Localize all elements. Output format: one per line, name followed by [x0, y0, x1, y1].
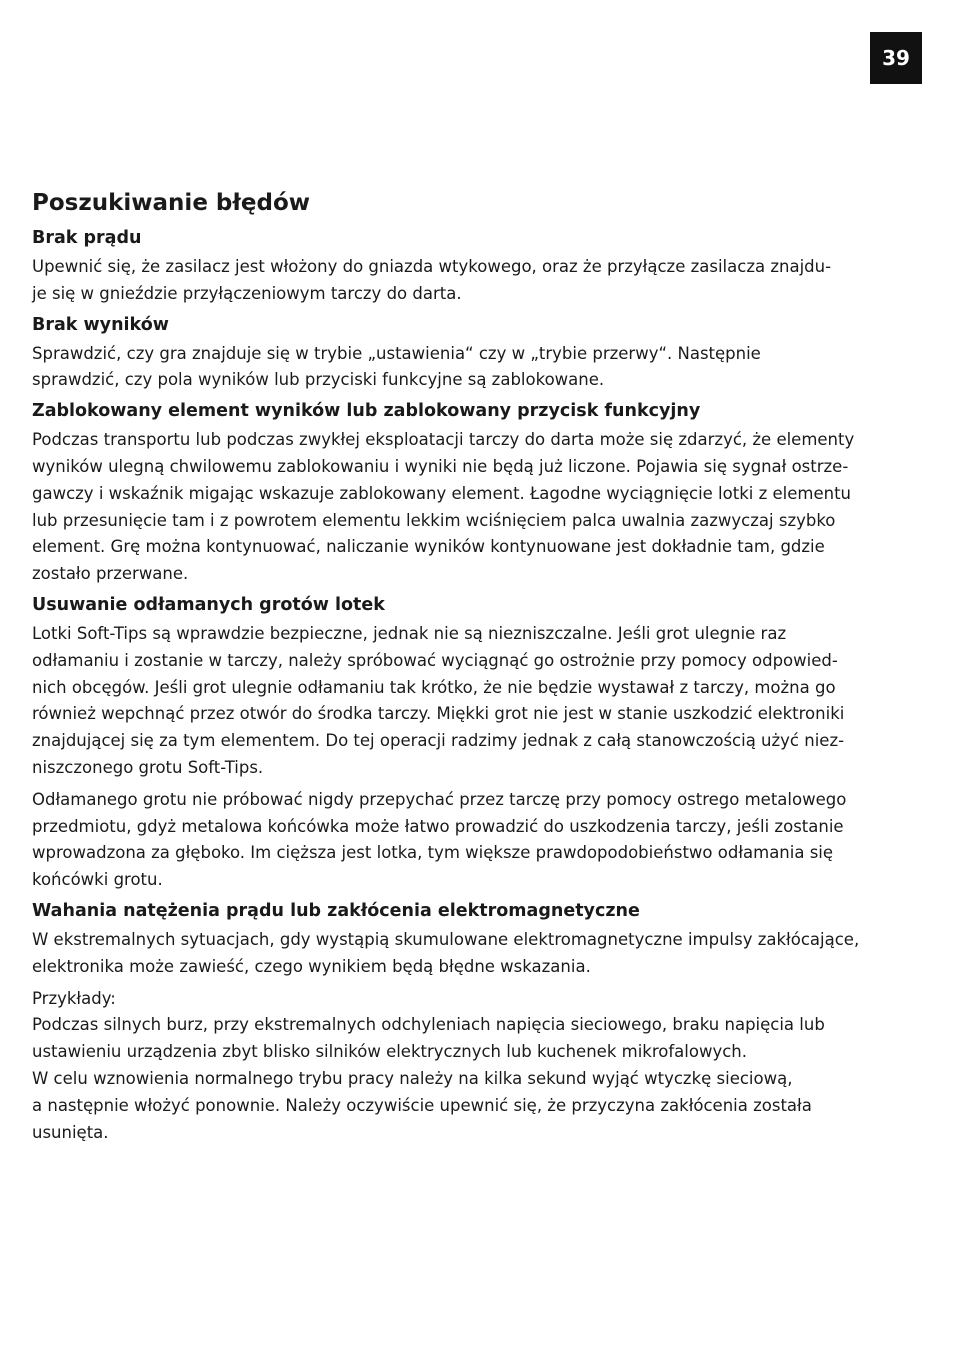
- section-paragraph: Lotki Soft-Tips są wprawdzie bezpieczne, jednak nie są niezniszczalne. Jeśli grot ulegnie raz odłamaniu i zostanie w tarczy, należy spróbować wyciągnąć go ostrożnie przy pomocy odpowied- nich obcęgów. Jeśli grot ulegnie odłamaniu tak krótko, że nie będzie wystawał z tarczy, można go również wepchnąć przez otwór do środka tarczy. Miękki grot nie jest w stanie uszkodzić elektroniki znajdującej się za tym elementem. Do tej operacji radzimy jednak z całą stanowczością użyć niez- niszczonego grotu Soft-Tips.: [32, 623, 845, 777]
- section-no-power: [32, 226, 924, 308]
- section-paragraph: W ekstremalnych sytuacjach, gdy wystąpią skumulowane elektromagnetyczne impulsy zakłócające, elektronika może zawieść, czego wynikiem będą błędne wskazania.: [32, 929, 860, 976]
- section-blocked-element: [32, 399, 924, 588]
- section-heading: Usuwanie odłamanych grotów lotek: [32, 594, 385, 615]
- section-heading: Brak prądu: [32, 228, 142, 248]
- section-paragraph: Przykłady: Podczas silnych burz, przy ekstremalnych odchyleniach napięcia sieciowego, braku napięcia lub ustawieniu urządzenia zbyt blisko silników elektrycznych lub kuchenek mikrofalowych. W celu wznowienia normalnego trybu pracy należy na kilka sekund wyjąć wtyczkę sieciową, a następnie włożyć ponownie. Należy oczywiście upewnić się, że przyczyna zakłócenia została usunięta.: [32, 988, 825, 1142]
- section-paragraph: Sprawdzić, czy gra znajduje się w trybie „ustawienia“ czy w „trybie przerwy“. Następnie sprawdzić, czy pola wyników lub przyciski funkcyjne są zablokowane.: [32, 343, 761, 390]
- section-heading: Zablokowany element wyników lub zablokowany przycisk funkcyjny: [32, 401, 701, 422]
- section-power-fluctuations: [32, 899, 924, 1146]
- section-heading: Wahania natężenia prądu lub zakłócenia elektromagnetyczne: [32, 900, 640, 921]
- page-title: Poszukiwanie błędów: [32, 190, 311, 216]
- section-paragraph: Odłamanego grotu nie próbować nigdy przepychać przez tarczę przy pomocy ostrego metalowego przedmiotu, gdyż metalowa końcówka może łatwo prowadzić do uszkodzenia tarczy, jeśli zostanie wprowadzona za głęboko. Im cięższa jest lotka, tym większe prawdopodobieństwo odłamania się końcówki grotu.: [32, 789, 847, 890]
- section-no-scores: [32, 313, 924, 395]
- section-paragraph: Upewnić się, że zasilacz jest włożony do gniazda wtykowego, oraz że przyłącze zasilacza znajdu- je się w gnieździe przyłączeniowym tarczy do darta.: [32, 257, 832, 303]
- section-heading: Brak wyników: [32, 314, 169, 335]
- section-paragraph: Podczas transportu lub podczas zwykłej eksploatacji tarczy do darta może się zdarzyć, że elementy wyników ulegną chwilowemu zablokowaniu i wyniki nie będą już liczone. Pojawia się sygnał ostrze- gawczy i wskaźnik migając wskazuje zablokowany element. Łagodne wyciągnięcie lotki z elementu lub przesunięcie tam i z powrotem elementu lekkim wciśnięciem palca uwalnia zazwyczaj szybko element. Grę można kontynuować, naliczanie wyników kontynuowane jest dokładnie tam, gdzie zostało przerwane.: [32, 430, 855, 584]
- section-broken-tips: [32, 593, 924, 894]
- main-content: [32, 186, 924, 1151]
- page-number: 39: [870, 32, 922, 84]
